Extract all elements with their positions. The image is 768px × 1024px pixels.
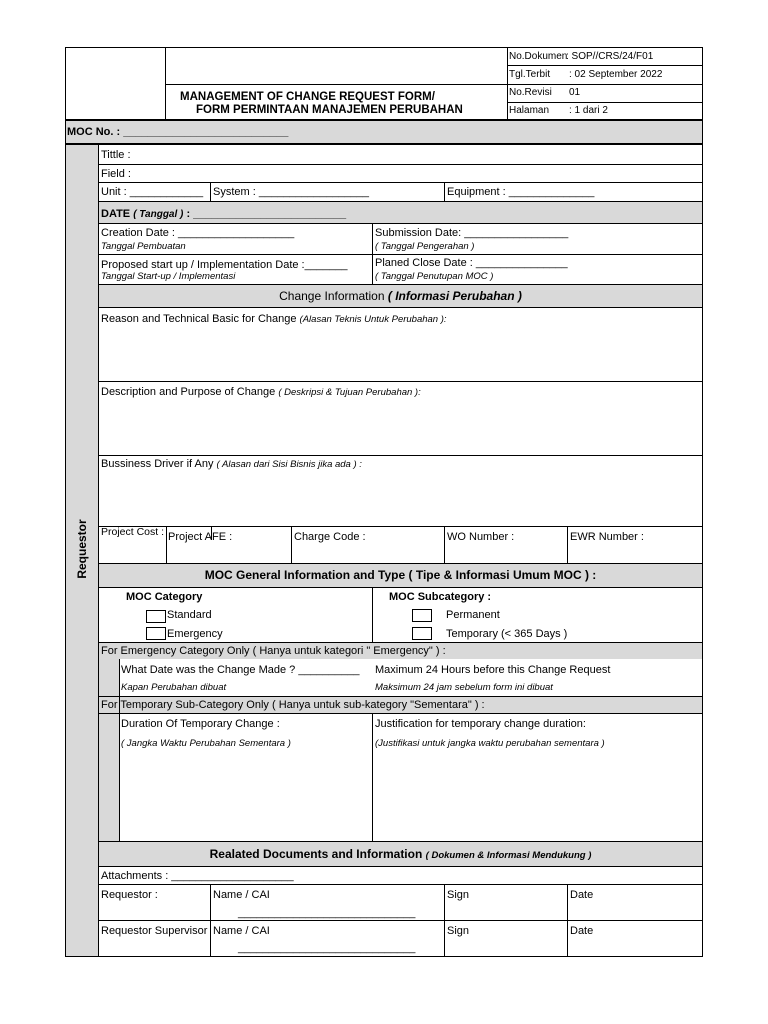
row-line [98, 587, 703, 588]
moc-number-field[interactable]: MOC No. : ___________________________ [67, 126, 289, 138]
description-field[interactable] [101, 386, 421, 398]
reason-field[interactable] [101, 313, 447, 325]
business-driver-label: Bussiness Driver if Any [101, 458, 214, 470]
col-line [444, 526, 445, 563]
doc-number-label: No.Dokumen [509, 51, 568, 62]
row-line [98, 381, 703, 382]
page-value: : 1 dari 2 [569, 105, 608, 116]
justification-translation: (Justifikasi untuk jangka waktu perubahan sementara ) [375, 738, 605, 749]
submission-date-translation: ( Tanggal Pengerahan ) [375, 241, 475, 252]
date-italic: ( Tanggal ) [133, 209, 184, 220]
system-field[interactable]: System : __________________ [213, 186, 369, 198]
row-line [98, 526, 703, 527]
issue-date-label: Tgl.Terbit [509, 69, 551, 80]
close-date-translation: ( Tanggal Penutupan MOC ) [375, 271, 494, 282]
equipment-field[interactable]: Equipment : ______________ [447, 186, 595, 198]
field-field[interactable]: Field : [101, 168, 131, 180]
startup-date-field[interactable]: Proposed start up / Implementation Date :_______ [101, 259, 348, 271]
requestor-name-label: Name / CAI [213, 889, 270, 901]
unit-field[interactable]: Unit : ____________ [101, 186, 204, 198]
reason-label: Reason and Technical Basic for Change [101, 313, 297, 325]
temporary-checkbox[interactable] [412, 627, 432, 640]
project-afe-field[interactable]: Project AFE : [168, 531, 233, 543]
supervisor-name-label: Name / CAI [213, 925, 270, 937]
moc-category-title: MOC Category [126, 591, 203, 603]
change-made-date-field[interactable]: What Date was the Change Made ? __________ [121, 664, 360, 676]
permanent-checkbox[interactable] [412, 609, 432, 622]
temporary-only-label: For Temporary Sub-Category Only ( Hanya untuk sub-kategory "Sementara" ) : [101, 699, 485, 711]
col-line [119, 713, 120, 841]
supervisor-date[interactable]: Date [570, 925, 594, 937]
form-title-line2: FORM PERMINTAAN MANAJEMEN PERUBAHAN [196, 104, 463, 116]
col-line [444, 182, 445, 201]
form-title-line1: MANAGEMENT OF CHANGE REQUEST FORM/ [180, 91, 435, 103]
emergency-checkbox[interactable] [146, 627, 166, 640]
page-label: Halaman [509, 105, 550, 116]
max-24-hours-translation: Maksimum 24 jam sebelum form ini dibuat [375, 682, 553, 693]
requestor-side-label: Requestor [75, 519, 89, 579]
submission-date-field[interactable]: Submission Date: _________________ [375, 227, 569, 239]
reason-translation: (Alasan Teknis Untuk Perubahan ): [299, 314, 447, 325]
moc-subcategory-title: MOC Subcategory : [389, 591, 492, 603]
revision-label: No.Revisi [509, 87, 552, 98]
change-info-title-translation: ( Informasi Perubahan ) [387, 289, 522, 303]
issue-date-value: : 02 September 2022 [569, 69, 663, 80]
doc-number-value: : SOP//CRS/24/F01 [566, 51, 654, 62]
supervisor-role: Requestor Supervisor [101, 925, 208, 937]
col-line [119, 697, 120, 713]
temporary-label: Temporary (< 365 Days ) [446, 628, 568, 640]
standard-label: Standard [167, 609, 212, 621]
doc-row-line-1 [507, 65, 703, 66]
emergency-only-label: For Emergency Category Only ( Hanya untuk kategori " Emergency" ) : [101, 645, 446, 657]
business-driver-field[interactable] [101, 458, 362, 470]
wo-number-field[interactable]: WO Number : [447, 531, 515, 543]
col-line [372, 713, 373, 841]
max-24-hours-note: Maximum 24 Hours before this Change Request [375, 664, 611, 676]
col-line [211, 526, 212, 540]
attachments-field[interactable]: Attachments : ____________________ [101, 870, 294, 882]
related-docs-translation: ( Dokumen & Informasi Mendukung ) [425, 850, 592, 861]
row-line [98, 254, 703, 255]
temporary-duration-translation: ( Jangka Waktu Perubahan Sementara ) [121, 738, 291, 749]
temporary-indent [99, 713, 119, 841]
requestor-date[interactable]: Date [570, 889, 594, 901]
requestor-role: Requestor : [101, 889, 158, 901]
row-line [98, 223, 703, 224]
col-line [210, 182, 211, 201]
creation-date-field[interactable]: Creation Date : ___________________ [101, 227, 295, 239]
date-label: DATE [101, 208, 131, 220]
charge-code-field[interactable]: Charge Code : [294, 531, 366, 543]
related-docs-title: Realated Documents and Information [209, 847, 423, 861]
temporary-duration-field[interactable]: Duration Of Temporary Change : [121, 718, 280, 730]
row-line [98, 866, 703, 867]
doc-row-line-3 [507, 102, 703, 103]
supervisor-name-line[interactable]: _____________________________ [238, 942, 416, 954]
row-line [98, 164, 703, 165]
col-line [166, 526, 167, 563]
requestor-sign[interactable]: Sign [447, 889, 470, 901]
row-line [98, 455, 703, 456]
title-field[interactable]: Tittle : [101, 149, 131, 161]
emergency-indent [99, 659, 119, 696]
revision-value: 01 [569, 87, 581, 98]
ewr-number-field[interactable]: EWR Number : [570, 531, 644, 543]
requestor-name-line[interactable]: _____________________________ [238, 907, 416, 919]
supervisor-sign[interactable]: Sign [447, 925, 470, 937]
col-line [567, 526, 568, 563]
col-line [119, 659, 120, 696]
emergency-label: Emergency [167, 628, 223, 640]
change-made-date-translation: Kapan Perubahan dibuat [121, 682, 227, 693]
project-cost-field[interactable]: Project Cost : [101, 526, 165, 538]
doc-row-line-2 [507, 84, 703, 85]
change-info-title: Change Information [279, 289, 385, 303]
related-docs-heading [99, 847, 702, 861]
change-info-heading [99, 289, 702, 303]
row-line [98, 307, 703, 308]
startup-date-translation: Tanggal Start-up / Implementasi [101, 271, 236, 282]
justification-field[interactable]: Justification for temporary change duration: [375, 718, 586, 730]
business-driver-translation: ( Alasan dari Sisi Bisnis jika ada ) : [216, 459, 362, 470]
date-heading [101, 208, 346, 220]
close-date-field[interactable]: Planed Close Date : _______________ [375, 257, 568, 269]
row-line [98, 884, 703, 885]
row-line [98, 182, 703, 183]
permanent-label: Permanent [446, 609, 500, 621]
description-translation: ( Deskripsi & Tujuan Perubahan ): [278, 387, 421, 398]
general-info-heading: MOC General Information and Type ( Tipe & Informasi Umum MOC ) : [204, 568, 597, 582]
col-line [372, 587, 373, 642]
creation-date-translation: Tanggal Pembuatan [101, 241, 186, 252]
row-line [98, 920, 703, 921]
col-line [291, 526, 292, 563]
title-top-line [165, 84, 507, 85]
standard-checkbox[interactable] [146, 610, 166, 623]
row-line [98, 713, 703, 714]
date-rest: : _________________________ [186, 208, 347, 220]
description-label: Description and Purpose of Change [101, 386, 276, 398]
